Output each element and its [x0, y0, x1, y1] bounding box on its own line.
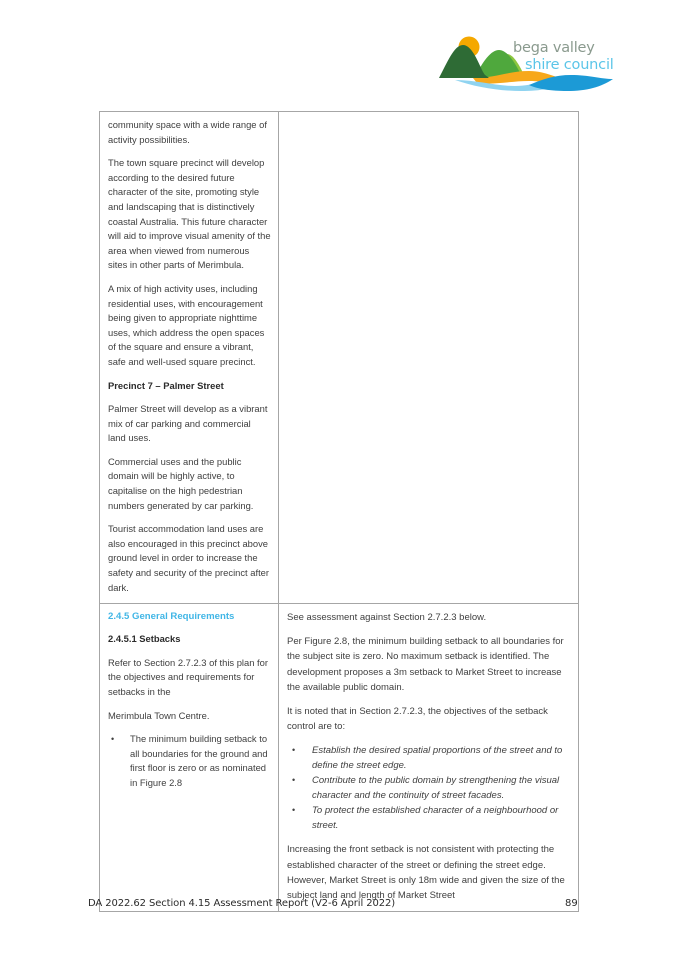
paragraph: Palmer Street will develop as a vibrant mix of car parking and commercial land uses. — [108, 403, 268, 444]
footer-page-number: 89 — [565, 898, 578, 909]
list-item-text: To protect the established character of a neighbourhood or street. — [312, 805, 559, 832]
list-item-text: Establish the desired spatial proportions of the street and to define the street edge. — [312, 744, 563, 771]
paragraph: Commercial uses and the public domain will be highly active, to capitalise on the high pedestrian numbers generated by car parking. — [108, 455, 254, 511]
table-cell-control — [100, 112, 279, 604]
section-heading: 2.4.5 General Requirements — [108, 611, 235, 623]
paragraph: A mix of high activity uses, including residential uses, with encouragement being given to appropriate nighttime uses, which address the open spaces of the square and ensure a vibrant, safe and well-used square precinct. — [108, 282, 265, 367]
list-item — [287, 773, 570, 803]
sub-heading: 2.4.5.1 Setbacks — [108, 633, 181, 645]
logo-text-line-1: bega valley — [513, 40, 595, 56]
bullet-dot-icon: • — [292, 805, 296, 816]
paragraph: Tourist accommodation land uses are also encouraged in this precinct above ground level in order to increase the safety and security of the precinct after dark. — [108, 523, 270, 593]
table-row — [100, 604, 579, 912]
list-item — [287, 743, 570, 773]
page-header — [0, 0, 675, 105]
list-item-text: The minimum building setback to all boundaries for the ground and first floor is zero or as nominated in Figure 2.8 — [130, 733, 268, 788]
bullet-dot-icon: • — [292, 775, 296, 786]
sub-heading: Precinct 7 – Palmer Street — [108, 379, 224, 391]
assessment-column-content — [279, 604, 579, 911]
table-row — [100, 112, 579, 604]
logo-text-line-2: shire council — [525, 56, 614, 73]
list-item — [287, 803, 570, 833]
paragraph: The town square precinct will develop according to the desired future character of the site, promoting style and landscaping that is distinctively coastal Australia. This future character will aid to improve visual amenity of the area when viewed from numerous sites in other parts of Merimbula. — [108, 157, 271, 271]
paragraph: community space with a wide range of activity possibilities. — [108, 119, 267, 145]
control-column-content — [100, 112, 279, 603]
table-cell-assessment — [279, 112, 579, 604]
bullet-list — [287, 743, 570, 834]
list-item — [108, 732, 271, 790]
paragraph: Increasing the front setback is not consistent with protecting the established character of the street or defining the street edge. However, Market Street is only 18m wide and given the size of the subject land and length of Market Street — [287, 844, 565, 901]
logo-wordmark — [513, 41, 629, 72]
bullet-list — [108, 732, 271, 790]
table-cell-assessment — [279, 604, 579, 912]
bullet-dot-icon: • — [111, 734, 115, 745]
table-cell-control — [100, 604, 279, 912]
paragraph: See assessment against Section 2.7.2.3 below. — [287, 612, 487, 624]
paragraph: Refer to Section 2.7.2.3 of this plan for the objectives and requirements for setbacks in the — [108, 656, 268, 697]
assessment-table — [99, 111, 579, 912]
paragraph: It is noted that in Section 2.7.2.3, the objectives of the setback control are to: — [287, 705, 548, 732]
paragraph: Per Figure 2.8, the minimum building setback to all boundaries for the subject site is zero. No maximum setback is identified. The development proposes a 3m setback to Market Street to increase the available public domain. — [287, 636, 564, 693]
assessment-table-body — [100, 112, 579, 912]
page-footer — [0, 898, 675, 928]
control-column-content — [100, 604, 279, 798]
list-item-text: Contribute to the public domain by strengthening the visual character and the continuity of street facades. — [312, 775, 560, 802]
council-logo — [437, 33, 627, 95]
assessment-column-content — [279, 112, 579, 126]
paragraph: Merimbula Town Centre. — [108, 709, 210, 721]
bullet-dot-icon: • — [292, 744, 296, 755]
footer-document-reference: DA 2022.62 Section 4.15 Assessment Report (V2-6 April 2022) — [88, 898, 396, 909]
